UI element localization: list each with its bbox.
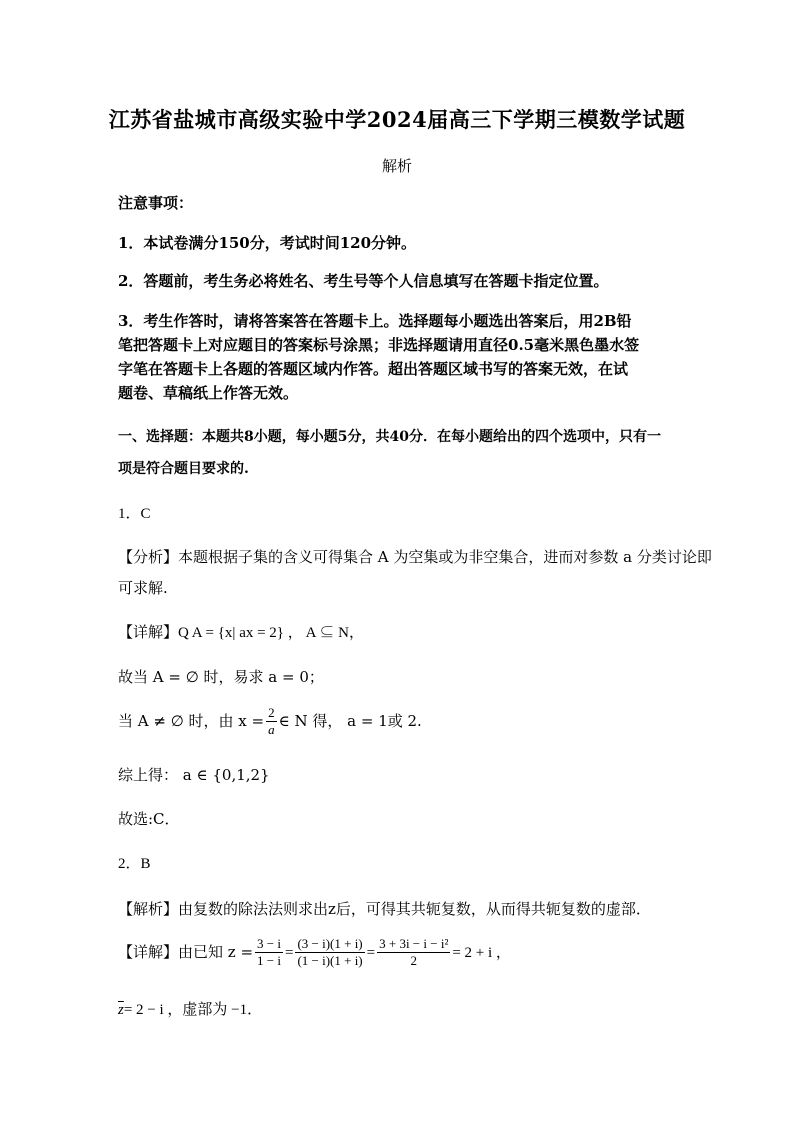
q1-fraction-numerator: 2 <box>266 705 277 722</box>
q1-case-2-suffix: ∈ N 得， a = 1或 2. <box>278 711 422 730</box>
q1-analysis-line-2: 可求解. <box>118 579 168 597</box>
section-heading-line-1: 一、选择题：本题共8小题，每小题5分，共40分．在每小题给出的四个选项中，只有一 <box>118 429 661 445</box>
notice-item-3-line-3: 字笔在答题卡上各题的答题区域内作答。超出答题区域书写的答案无效，在试 <box>118 360 629 378</box>
notice-item-3-line-2: 笔把答题卡上对应题目的答案标号涂黑；非选择题请用直径0.5毫米黑色墨水签 <box>118 336 640 354</box>
q2-fraction-3 <box>377 936 450 970</box>
q1-case-1: 故当 A = ∅ 时，易求 a = 0； <box>118 668 324 686</box>
notice-heading: 注意事项： <box>118 194 194 212</box>
q2-conjugate-rest: = 2 − i ，虚部为 −1． <box>123 1002 263 1018</box>
notice-item-3-line-4: 题卷、草稿纸上作答无效。 <box>118 384 299 402</box>
q2-answer: 2．B <box>118 856 151 872</box>
q1-fraction-denominator: a <box>268 722 275 738</box>
q2-fraction-2-numerator: (3 − i)(1 + i) <box>295 936 364 953</box>
q2-conjugate <box>118 998 262 1019</box>
q1-answer: 1．C <box>118 506 151 522</box>
q2-fraction-1-denominator: 1 − i <box>257 953 281 969</box>
q1-analysis-line-1: 【分析】本题根据子集的含义可得集合 A 为空集或为非空集合，进而对参数 a 分类讨论即 <box>118 548 712 566</box>
q2-fraction-3-numerator: 3 + 3i − i − i² <box>377 936 450 953</box>
q2-conjugate-z: $\overline{z}$ <box>118 1002 124 1018</box>
page-subtitle: 解析 <box>381 157 412 175</box>
q1-fraction <box>266 705 277 739</box>
section-heading-line-2: 项是符合题目要求的. <box>118 461 249 477</box>
q1-summary: 综上得： a ∈ {0,1,2} <box>118 766 270 784</box>
q2-detail-suffix: = 2 + i ， <box>452 944 511 961</box>
notice-item-3-line-1: 3．考生作答时，请将答案答在答题卡上。选择题每小题选出答案后，用2B铅 <box>118 312 632 330</box>
notice-item-1: 1．本试卷满分150分，考试时间120分钟。 <box>118 234 417 252</box>
q1-detail-math: Q A = {x| ax = 2} ， A ⊆ N， <box>178 625 365 641</box>
notice-item-2: 2．答题前，考生务必将姓名、考生号等个人信息填写在答题卡指定位置。 <box>118 272 609 290</box>
q2-fraction-1 <box>255 936 283 970</box>
page-title: 江苏省盐城市高级实验中学2024届高三下学期三模数学试题 <box>108 107 686 132</box>
q2-fraction-2 <box>295 936 364 970</box>
q2-fraction-1-numerator: 3 − i <box>255 936 283 953</box>
q1-case-2 <box>118 705 422 739</box>
q2-detail-prefix: 【详解】由已知 z = <box>118 942 254 961</box>
q2-fraction-2-denominator: (1 − i)(1 + i) <box>297 953 363 969</box>
q1-detail <box>118 621 364 642</box>
q2-detail: 【详解】由已知 z = $\frac{3 - i}{1 - i}$ = $\frac{(3 - i)(1 + i)}{(1 - i)(1 + i)}$ = $\frac{\text{3 + 3i − i − i²}}{2}$ = 2 + i ， <box>118 936 511 969</box>
q2-fraction-3-denominator: 2 <box>410 953 417 969</box>
q1-choose: 故选:C． <box>118 810 180 828</box>
q1-case-2-prefix: 当 A ≠ ∅ 时，由 x = <box>118 711 265 730</box>
q1-detail-prefix: 【详解】 <box>118 623 179 641</box>
q2-analysis: 【解析】由复数的除法法则求出z后，可得其共轭复数，从而得共轭复数的虚部． <box>118 900 651 918</box>
